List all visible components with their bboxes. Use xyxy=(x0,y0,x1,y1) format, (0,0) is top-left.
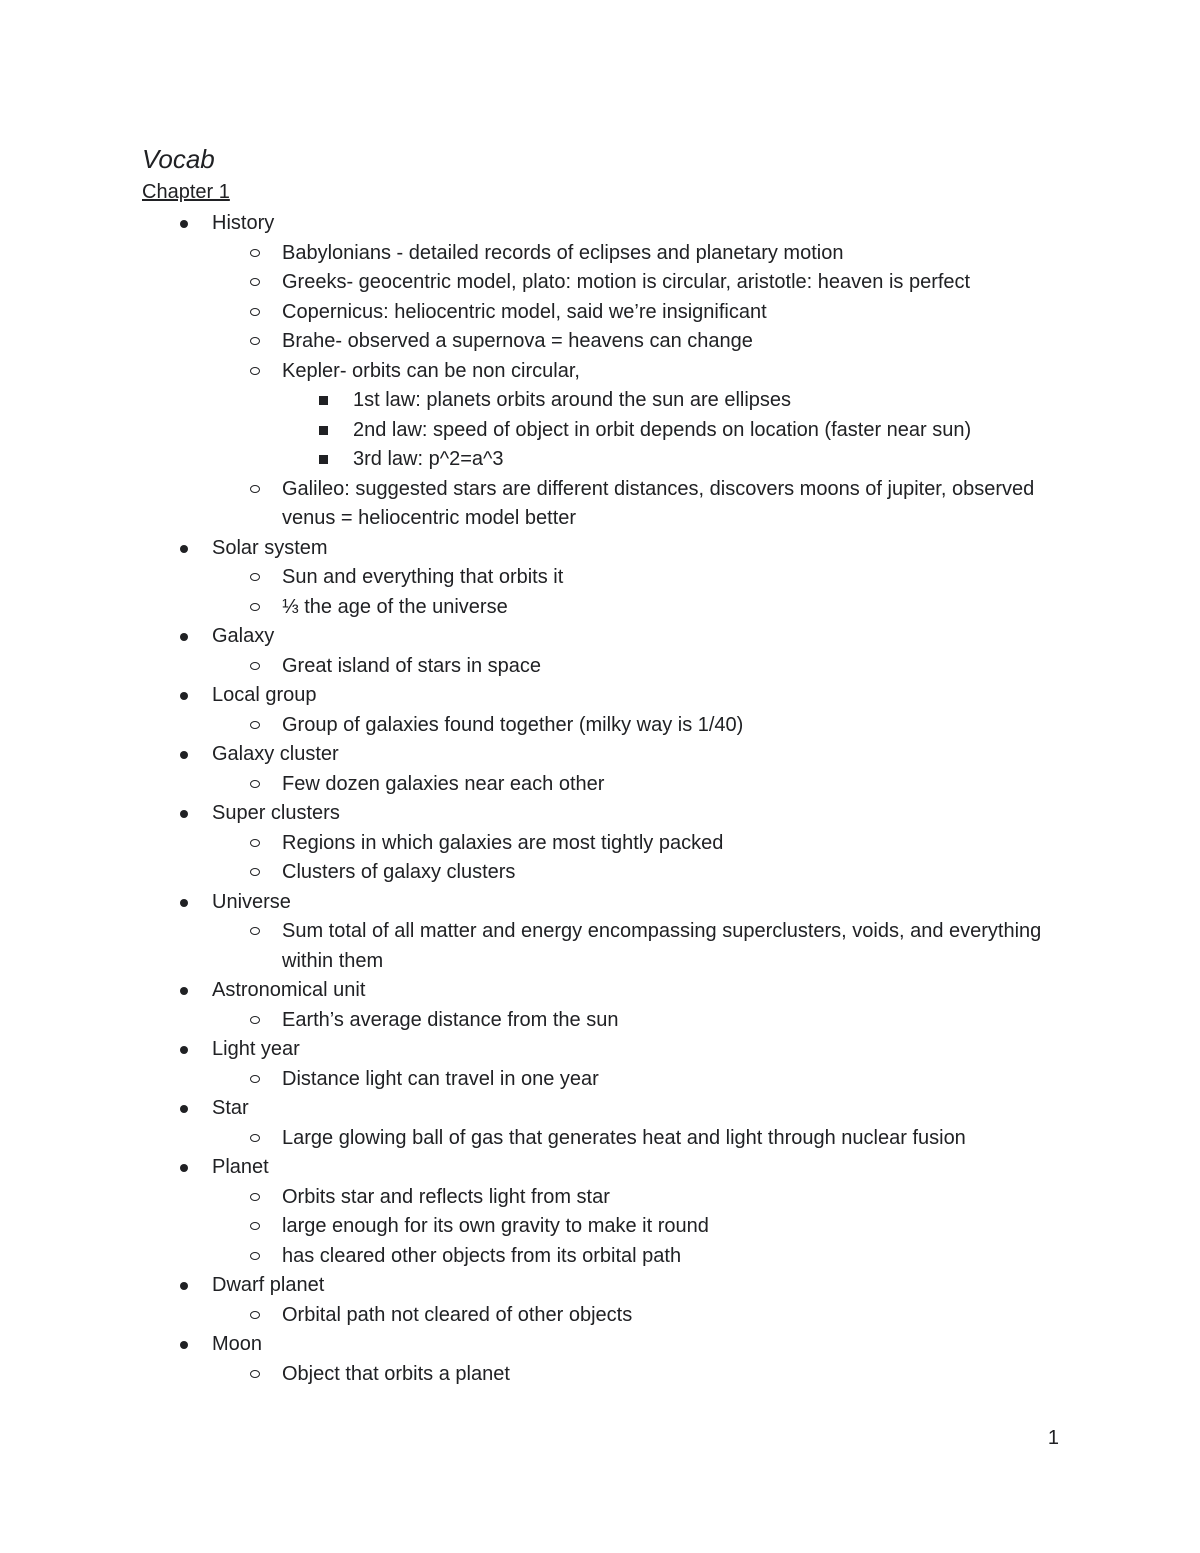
vocab-term: Astronomical unit xyxy=(212,979,366,1001)
vocab-term-item xyxy=(142,534,1042,623)
filled-bullet-icon xyxy=(180,1341,188,1349)
definition-text: Babylonians - detailed records of eclipses and planetary motion xyxy=(282,241,844,264)
definition-item xyxy=(212,829,1042,859)
vocab-term: Super clusters xyxy=(212,802,340,824)
definition-list xyxy=(212,1006,1042,1036)
definition-text: Sun and everything that orbits it xyxy=(282,566,564,588)
hollow-bullet-icon xyxy=(250,1075,260,1083)
hollow-bullet-icon xyxy=(250,278,260,286)
definition-text: Object that orbits a planet xyxy=(282,1362,510,1385)
vocab-list xyxy=(142,209,1042,1389)
vocab-term: Light year xyxy=(212,1038,300,1060)
definition-list xyxy=(212,563,1042,622)
definition-text: Earth’s average distance from the sun xyxy=(282,1008,619,1031)
definition-text: Group of galaxies found together (milky way is 1/40) xyxy=(282,713,744,736)
definition-text: Large glowing ball of gas that generates heat and light through nuclear fusion xyxy=(282,1126,966,1149)
filled-bullet-icon xyxy=(180,751,188,759)
definition-list xyxy=(212,1183,1042,1272)
hollow-bullet-icon xyxy=(250,367,260,375)
vocab-term: Galaxy xyxy=(212,625,275,647)
hollow-bullet-icon xyxy=(250,1370,260,1378)
chapter-heading: Chapter 1 xyxy=(142,181,230,203)
definition-item xyxy=(212,1124,1042,1154)
definition-item xyxy=(212,917,1042,976)
definition-text: Sum total of all matter and energy encompassing superclusters, voids, and everything within them xyxy=(282,920,1042,972)
definition-item xyxy=(212,770,1042,800)
law-text: 1st law: planets orbits around the sun are ellipses xyxy=(353,389,792,411)
definition-item xyxy=(212,1212,1042,1242)
definition-text: ⅓ the age of the universe xyxy=(282,595,508,618)
hollow-bullet-icon xyxy=(250,1134,260,1142)
vocab-term: Star xyxy=(212,1097,249,1119)
definition-text: Few dozen galaxies near each other xyxy=(282,772,605,795)
definition-text: Orbital path not cleared of other objects xyxy=(282,1303,633,1326)
definition-item xyxy=(212,711,1042,741)
vocab-term-item xyxy=(142,622,1042,681)
definition-item xyxy=(212,1065,1042,1095)
definition-list xyxy=(212,829,1042,888)
hollow-bullet-icon xyxy=(250,1311,260,1319)
hollow-bullet-icon xyxy=(250,780,260,788)
filled-bullet-icon xyxy=(180,545,188,553)
filled-bullet-icon xyxy=(180,1105,188,1113)
filled-bullet-icon xyxy=(180,220,188,228)
filled-bullet-icon xyxy=(180,899,188,907)
hollow-bullet-icon xyxy=(250,662,260,670)
definition-list xyxy=(212,770,1042,800)
vocab-term-item xyxy=(142,1153,1042,1271)
definition-text: Clusters of galaxy clusters xyxy=(282,861,516,883)
vocab-term-item xyxy=(142,1094,1042,1153)
definition-list xyxy=(212,1065,1042,1095)
vocab-term-item xyxy=(142,209,1042,534)
filled-bullet-icon xyxy=(180,1164,188,1172)
law-text: 3rd law: p^2=a^3 xyxy=(353,448,504,470)
definition-item xyxy=(212,593,1042,623)
definition-item xyxy=(212,327,1042,357)
definition-text: Regions in which galaxies are most tightly packed xyxy=(282,831,724,854)
hollow-bullet-icon xyxy=(250,927,260,935)
filled-bullet-icon xyxy=(180,810,188,818)
hollow-bullet-icon xyxy=(250,721,260,729)
vocab-term: Solar system xyxy=(212,536,328,559)
definition-item xyxy=(212,858,1042,888)
hollow-bullet-icon xyxy=(250,1193,260,1201)
vocab-term: History xyxy=(212,212,275,234)
document-content xyxy=(142,141,1042,1389)
definition-item xyxy=(212,268,1042,298)
vocab-term-item xyxy=(142,1271,1042,1330)
hollow-bullet-icon xyxy=(250,308,260,316)
definition-item xyxy=(212,1006,1042,1036)
law-list xyxy=(282,386,1042,475)
vocab-term: Local group xyxy=(212,684,317,706)
vocab-term-item xyxy=(142,799,1042,888)
vocab-term: Universe xyxy=(212,890,291,913)
definition-list xyxy=(212,652,1042,682)
vocab-term-item xyxy=(142,740,1042,799)
vocab-term-item xyxy=(142,681,1042,740)
law-item xyxy=(282,416,1042,446)
hollow-bullet-icon xyxy=(250,839,260,847)
hollow-bullet-icon xyxy=(250,868,260,876)
definition-item xyxy=(212,1242,1042,1272)
definition-item xyxy=(212,239,1042,269)
definition-item xyxy=(212,357,1042,475)
filled-bullet-icon xyxy=(180,692,188,700)
definition-item xyxy=(212,1301,1042,1331)
definition-list xyxy=(212,711,1042,741)
definition-item xyxy=(212,475,1042,534)
vocab-term: Planet xyxy=(212,1156,269,1178)
square-bullet-icon xyxy=(319,396,328,405)
filled-bullet-icon xyxy=(180,633,188,641)
hollow-bullet-icon xyxy=(250,1222,260,1230)
definition-text: has cleared other objects from its orbital path xyxy=(282,1244,682,1267)
definition-item xyxy=(212,1183,1042,1213)
vocab-term-item xyxy=(142,976,1042,1035)
filled-bullet-icon xyxy=(180,1046,188,1054)
filled-bullet-icon xyxy=(180,987,188,995)
definition-text: large enough for its own gravity to make it round xyxy=(282,1215,709,1237)
definition-text: Galileo: suggested stars are different distances, discovers moons of jupiter, observed venus = heliocentric model better xyxy=(282,477,1035,529)
document-title: Vocab xyxy=(142,144,215,174)
definition-text: Brahe- observed a supernova = heavens can change xyxy=(282,330,753,352)
hollow-bullet-icon xyxy=(250,337,260,345)
square-bullet-icon xyxy=(319,455,328,464)
definition-text: Distance light can travel in one year xyxy=(282,1067,599,1090)
vocab-term-item xyxy=(142,888,1042,977)
filled-bullet-icon xyxy=(180,1282,188,1290)
law-item xyxy=(282,445,1042,475)
law-text: 2nd law: speed of object in orbit depends on location (faster near sun) xyxy=(353,418,972,441)
definition-item xyxy=(212,298,1042,328)
definition-text: Kepler- orbits can be non circular, xyxy=(282,359,580,382)
hollow-bullet-icon xyxy=(250,573,260,581)
page-number: 1 xyxy=(1047,1427,1059,1449)
definition-item xyxy=(212,1360,1042,1390)
definition-list xyxy=(212,1301,1042,1331)
definition-text: Copernicus: heliocentric model, said we’re insignificant xyxy=(282,300,767,323)
law-item xyxy=(282,386,1042,416)
definition-list xyxy=(212,1124,1042,1154)
definition-item xyxy=(212,652,1042,682)
definition-list xyxy=(212,239,1042,534)
hollow-bullet-icon xyxy=(250,1016,260,1024)
hollow-bullet-icon xyxy=(250,603,260,611)
hollow-bullet-icon xyxy=(250,1252,260,1260)
definition-item xyxy=(212,563,1042,593)
definition-text: Orbits star and reflects light from star xyxy=(282,1185,610,1208)
definition-list xyxy=(212,917,1042,976)
vocab-term-item xyxy=(142,1035,1042,1094)
hollow-bullet-icon xyxy=(250,485,260,493)
definition-text: Great island of stars in space xyxy=(282,654,542,677)
vocab-term-item xyxy=(142,1330,1042,1389)
square-bullet-icon xyxy=(319,426,328,435)
definition-text: Greeks- geocentric model, plato: motion is circular, aristotle: heaven is perfect xyxy=(282,271,971,293)
hollow-bullet-icon xyxy=(250,249,260,257)
definition-list xyxy=(212,1360,1042,1390)
vocab-term: Dwarf planet xyxy=(212,1274,325,1296)
vocab-term: Moon xyxy=(212,1333,263,1355)
vocab-term: Galaxy cluster xyxy=(212,743,339,765)
